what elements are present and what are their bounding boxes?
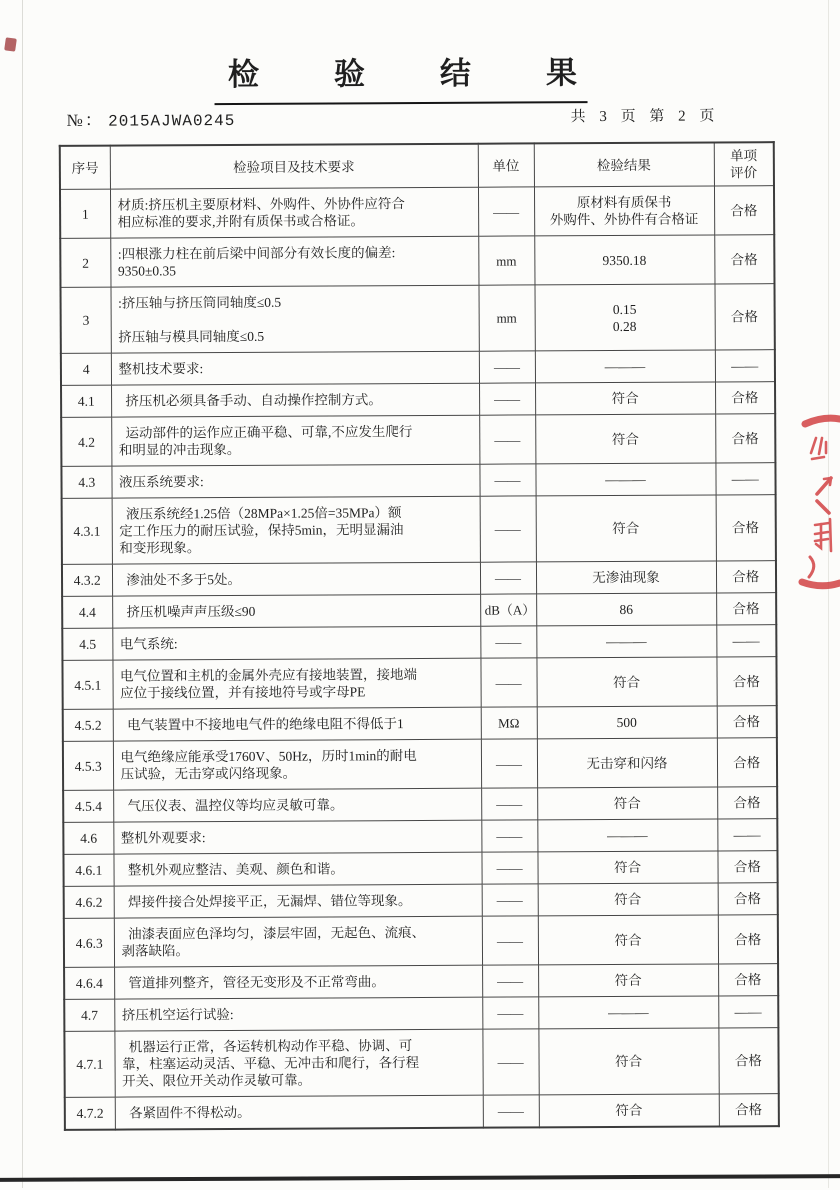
document-number-value: 2015AJWA0245	[108, 111, 236, 131]
row-result: 500	[537, 706, 717, 739]
row-num: 4.5.4	[63, 790, 113, 822]
row-unit: ——	[481, 739, 537, 788]
table-row	[60, 235, 774, 288]
page-count-info: 共 3 页 第 2 页	[570, 108, 720, 126]
row-unit: ——	[481, 788, 537, 820]
row-unit: ——	[483, 1095, 539, 1128]
table-row	[62, 657, 776, 710]
row-unit: ——	[480, 496, 536, 562]
row-result: ———	[535, 463, 715, 496]
row-num: 4.3	[61, 466, 111, 498]
row-num: 4.4	[62, 596, 112, 628]
table-row	[63, 706, 777, 742]
row-result: 86	[536, 593, 716, 626]
row-num: 4	[61, 353, 111, 385]
row-result: 0.15 0.28	[534, 284, 714, 351]
row-item: :挤压轴与挤压筒同轴度≤0.5 挤压轴与模具同轴度≤0.5	[110, 285, 478, 353]
row-item: 焊接件接合处焊接平正，无漏焊、错位等现象。	[114, 884, 482, 918]
row-eval: 合格	[716, 657, 776, 706]
row-eval: 合格	[714, 235, 774, 284]
row-item: 挤压机必须具备手动、自动操作控制方式。	[111, 383, 479, 417]
row-num: 4.6.3	[64, 918, 114, 967]
row-num: 4.7	[64, 999, 114, 1031]
row-num: 4.3.2	[62, 564, 112, 596]
row-result: 无渗油现象	[536, 561, 716, 594]
row-item: 材质:挤压机主要原材料、外购件、外协件应符合 相应标准的要求,并附有质保书或合格证。	[110, 187, 478, 238]
row-item: 油漆表面应色泽均匀，漆层牢固，无起色、流痕、 剥落缺陷。	[114, 916, 482, 967]
row-unit: ——	[479, 351, 535, 383]
row-unit: ——	[482, 965, 538, 997]
row-unit: ——	[482, 884, 538, 916]
row-result: 符合	[535, 414, 715, 464]
row-num: 4.6.1	[63, 854, 113, 886]
row-unit: ——	[482, 1029, 538, 1095]
table-row	[61, 382, 775, 418]
row-result: 符合	[536, 495, 716, 562]
header-eval: 单项 评价	[714, 142, 774, 186]
row-result: 符合	[538, 1028, 718, 1095]
row-eval: 合格	[718, 915, 778, 964]
table-row	[62, 625, 776, 661]
table-row	[62, 495, 776, 565]
row-unit: ——	[479, 464, 535, 496]
row-item: 液压系统要求:	[111, 464, 479, 498]
row-item: 运动部件的运作应正确平稳、可靠,不应发生爬行 和明显的冲击现象。	[111, 415, 479, 466]
header-item: 检验项目及技术要求	[110, 144, 478, 189]
row-eval: ——	[717, 819, 777, 851]
row-num: 1	[60, 189, 110, 238]
row-eval: 合格	[714, 284, 774, 350]
row-num: 4.5.1	[62, 660, 112, 709]
row-result: ———	[535, 350, 715, 383]
row-unit: mm	[478, 285, 534, 351]
row-eval: ——	[715, 350, 775, 382]
table-row	[62, 593, 776, 629]
table-body	[60, 186, 779, 1130]
row-item: 整机外观要求:	[113, 820, 481, 854]
row-item: 渗油处不多于5处。	[112, 562, 480, 596]
table-row	[63, 787, 777, 823]
row-eval: 合格	[718, 1028, 778, 1094]
row-item: 整机技术要求:	[111, 351, 479, 385]
table-header	[60, 142, 774, 189]
row-result: 符合	[538, 964, 718, 997]
table-row	[62, 561, 776, 597]
row-result: 9350.18	[534, 235, 714, 285]
row-result: 无击穿和闪络	[537, 738, 717, 788]
row-item: 管道排列整齐，管径无变形及不正常弯曲。	[114, 965, 482, 999]
row-eval: 合格	[717, 851, 777, 883]
row-result: 符合	[538, 883, 718, 916]
table-row	[61, 350, 775, 386]
page-title: 检验结果	[227, 54, 652, 93]
row-eval: 合格	[716, 561, 776, 593]
inspection-table	[59, 141, 780, 1131]
row-num: 4.6	[63, 822, 113, 854]
row-num: 4.7.1	[64, 1031, 114, 1097]
row-unit: ——	[479, 383, 535, 415]
row-eval: 合格	[715, 382, 775, 414]
row-item: :四根涨力柱在前后梁中间部分有效长度的偏差: 9350±0.35	[110, 236, 478, 287]
row-unit: ——	[480, 658, 536, 707]
title-block	[0, 46, 800, 106]
row-eval: 合格	[717, 706, 777, 738]
row-unit: ——	[482, 997, 538, 1029]
row-result: 符合	[537, 787, 717, 820]
table-header-row	[60, 142, 774, 189]
row-num: 4.5	[62, 628, 112, 660]
row-result: 符合	[538, 915, 718, 965]
row-num: 4.5.2	[63, 709, 113, 741]
row-item: 挤压机噪声声压级≤90	[112, 594, 480, 628]
row-eval: 合格	[716, 495, 776, 561]
row-item: 电气位置和主机的金属外壳应有接地装置，接地端 应位于接线位置，并有接地符号或字母PE	[112, 658, 480, 709]
row-num: 3	[60, 287, 110, 353]
document-number	[67, 105, 236, 131]
table-row	[64, 915, 778, 968]
row-eval: 合格	[717, 787, 777, 819]
row-eval: 合格	[716, 593, 776, 625]
row-eval: 合格	[718, 964, 778, 996]
row-num: 4.6.2	[64, 886, 114, 918]
row-result: 符合	[535, 382, 715, 415]
row-unit: ——	[482, 916, 538, 965]
row-num: 4.3.1	[62, 498, 112, 564]
header-unit: 单位	[478, 143, 534, 187]
table-row	[64, 1028, 778, 1098]
title-underline	[214, 47, 652, 105]
row-eval: ——	[718, 996, 778, 1028]
row-result: ———	[537, 819, 717, 852]
table-row	[64, 964, 778, 1000]
table-row	[60, 186, 774, 239]
row-result: 符合	[539, 1094, 719, 1127]
row-eval: 合格	[715, 414, 775, 463]
row-result: 符合	[537, 851, 717, 884]
table-row	[64, 883, 778, 919]
row-result: ———	[538, 996, 718, 1029]
row-num: 4.2	[61, 417, 111, 466]
row-num: 4.5.3	[63, 741, 113, 790]
row-eval: ——	[715, 463, 775, 495]
table-row	[61, 414, 775, 467]
row-num: 4.7.2	[65, 1097, 115, 1130]
row-item: 电气系统:	[112, 626, 480, 660]
row-eval: 合格	[718, 883, 778, 915]
row-unit: ——	[478, 187, 534, 236]
table-row	[61, 463, 775, 499]
row-item: 挤压机空运行试验:	[114, 997, 482, 1031]
row-eval: 合格	[719, 1094, 779, 1127]
row-unit: ——	[481, 820, 537, 852]
row-result: 符合	[536, 657, 716, 707]
table-row	[63, 738, 777, 791]
header-num: 序号	[60, 146, 110, 190]
row-result: ———	[536, 625, 716, 658]
row-num: 2	[60, 238, 110, 287]
row-eval: 合格	[714, 186, 774, 235]
row-eval: 合格	[717, 738, 777, 787]
row-unit: ——	[480, 626, 536, 658]
row-num: 4.6.4	[64, 967, 114, 999]
row-result: 原材料有质保书 外购件、外协件有合格证	[534, 186, 714, 236]
row-item: 各紧固件不得松动。	[115, 1095, 483, 1129]
row-item: 液压系统经1.25倍（28MPa×1.25倍=35MPa）额 定工作压力的耐压试验，保持5min，无明显漏油 和变形现象。	[112, 496, 480, 564]
table-row	[65, 1094, 779, 1130]
table-row	[60, 284, 774, 354]
row-unit: MΩ	[481, 707, 537, 739]
table-row	[63, 819, 777, 855]
header-result: 检验结果	[534, 142, 714, 186]
row-num: 4.1	[61, 385, 111, 417]
row-item: 电气绝缘应能承受1760V、50Hz，历时1min的耐电 压试验，无击穿或闪络现象。	[113, 739, 481, 790]
row-unit: mm	[478, 236, 534, 285]
document-number-label: №：	[66, 110, 104, 130]
table-row	[63, 851, 777, 887]
row-eval: ——	[716, 625, 776, 657]
row-item: 整机外观应整洁、美观、颜色和谐。	[113, 852, 481, 886]
row-item: 电气装置中不接地电气件的绝缘电阻不得低于1	[113, 707, 481, 741]
row-item: 机器运行正常，各运转机构动作平稳、协调、可 靠，柱塞运动灵活、平稳、无冲击和爬行，各行程 开关、限位开关动作灵敏可靠。	[114, 1029, 482, 1097]
row-unit: ——	[481, 852, 537, 884]
table-row	[64, 996, 778, 1032]
row-unit: dB（A）	[480, 594, 536, 626]
row-item: 气压仪表、温控仪等均应灵敏可靠。	[113, 788, 481, 822]
row-unit: ——	[479, 415, 535, 464]
row-unit: ——	[480, 562, 536, 594]
